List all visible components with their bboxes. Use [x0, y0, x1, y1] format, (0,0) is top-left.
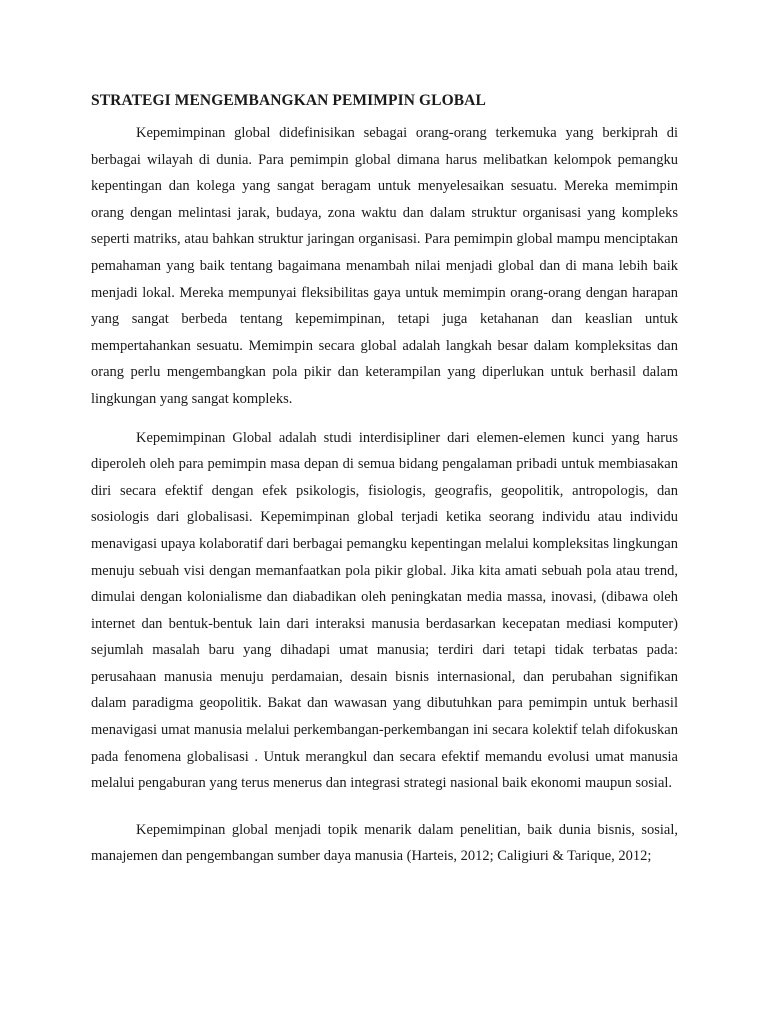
- paragraph-2: Kepemimpinan Global adalah studi interdisipliner dari elemen-elemen kunci yang harus diperoleh oleh para pemimpin masa depan di semua bidang pengalaman pribadi untuk membiasakan diri secara efektif dengan efek psikologis, fisiologis, geografis, geopolitik, antropologis, dan sosiologis dari globalisasi. Kepemimpinan global terjadi ketika seorang individu atau individu menavigasi upaya kolaboratif dari berbagai pemangku kepentingan melalui kompleksitas lingkungan menuju sebuah visi dengan memanfaatkan pola pikir global. Jika kita amati sebuah pola atau trend, dimulai dengan kolonialisme dan diabadikan oleh peningkatan media massa, inovasi, (dibawa oleh internet dan bentuk-bentuk lain dari interaksi manusia berdasarkan kecepatan mediasi komputer) sejumlah masalah baru yang dihadapi umat manusia; terdiri dari tetapi tidak terbatas pada: perusahaan manusia menuju perdamaian, desain bisnis internasional, dan perubahan signifikan dalam paradigma geopolitik. Bakat dan wawasan yang dibutuhkan para pemimpin untuk berhasil menavigasi umat manusia melalui perkembangan-perkembangan ini secara kolektif telah difokuskan pada fenomena globalisasi . Untuk merangkul dan secara efektif memandu evolusi umat manusia melalui pengaburan yang terus menerus dan integrasi strategi nasional baik ekonomi maupun sosial.: [91, 429, 678, 792]
- paragraph-3: Kepemimpinan global menjadi topik menarik dalam penelitian, baik dunia bisnis, sosial, manajemen dan pengembangan sumber daya manusia (Harteis, 2012; Caligiuri & Tarique, 2012;: [91, 821, 678, 865]
- paragraph-1: Kepemimpinan global didefinisikan sebagai orang-orang terkemuka yang berkiprah di berbagai wilayah di dunia. Para pemimpin global dimana harus melibatkan kelompok pemangku kepentingan dan kolega yang sangat beragam untuk menyelesaikan sesuatu. Mereka memimpin orang dengan melintasi jarak, budaya, zona waktu dan dalam struktur organisasi yang kompleks seperti matriks, atau bahkan struktur jaringan organisasi. Para pemimpin global mampu menciptakan pemahaman yang baik tentang bagaimana menambah nilai menjadi global dan di mana lebih baik menjadi lokal. Mereka mempunyai fleksibilitas gaya untuk memimpin orang-orang dengan harapan yang sangat berbeda tentang kepemimpinan, tetapi juga ketahanan dan keaslian untuk mempertahankan sesuatu. Memimpin secara global adalah langkah besar dalam kompleksitas dan orang perlu mengembangkan pola pikir dan keterampilan yang diperlukan untuk berhasil dalam lingkungan yang sangat kompleks.: [91, 125, 678, 407]
- document-title: STRATEGI MENGEMBANGKAN PEMIMPIN GLOBAL: [91, 92, 486, 109]
- document-body: [91, 90, 678, 870]
